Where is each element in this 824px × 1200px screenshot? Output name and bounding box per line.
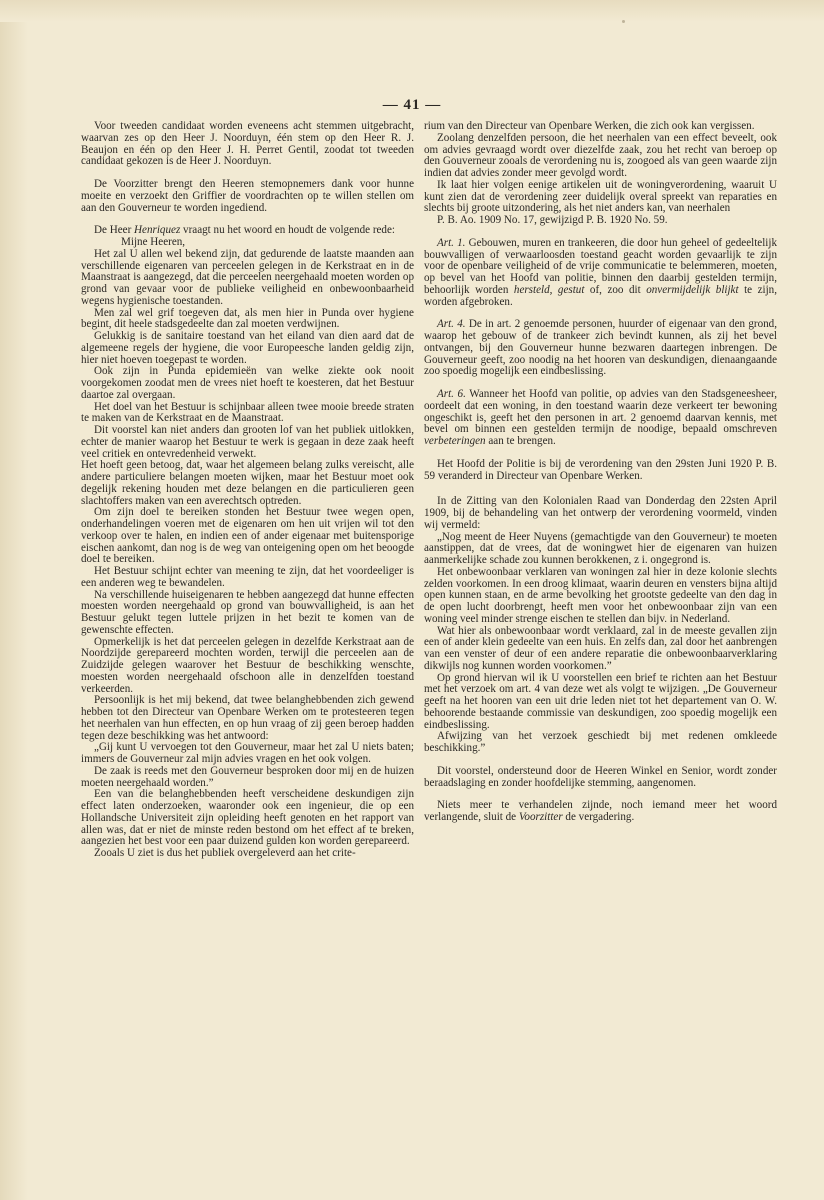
salutation: Mijne Heeren,: [121, 236, 186, 248]
citation: P. B. Ao. 1909 No. 17, gewijzigd P. B. 1920 No. 59.: [437, 214, 668, 226]
quote-paragraph: „Nog meent de Heer Nuyens (gemachtigde van den Gouverneur) te moeten aanstippen, dat de vrees, dat de woningwet hier de eigenaren van huizen aanmerkelijke schade zou kunnen berokkenen, z i. ongegrond is.: [424, 530, 777, 566]
paragraph: Om zijn doel te bereiken stonden het Bestuur twee wegen open, onderhandelingen voeren met de eigenaren om hen uit vrijen wil tot den verkoop over te halen, en indien een of ander eigenaar met buitensporige eischen aankomt, dan nog is de weg van onteigening open om het beoogde doel te bereiken.: [81, 506, 414, 566]
paragraph: Ik laat hier volgen eenige artikelen uit de woningverordening, waaruit U kunt zien dat de verordening zeer duidelijk overal spreekt van reparaties en slechts bij groote uitzondering, als het niet anders kan, van neerhalen: [424, 178, 777, 215]
page-top-shadow: [0, 0, 824, 22]
paragraph: Dit voorstel, ondersteund door de Heeren Winkel en Senior, wordt zonder beraadslaging en zonder hoofdelijke stemming, aangenomen.: [424, 764, 777, 789]
paragraph: Afwijzing van het verzoek geschiedt bij met redenen omkleede beschikking.”: [424, 730, 777, 754]
article-label: Art. 1.: [437, 236, 466, 249]
quote-paragraph: „Gij kunt U vervoegen tot den Gouverneur, maar het zal U niets baten; immers de Gouverneur zal mijn advies vragen en het ook volgen.: [81, 741, 414, 765]
speaker-name: Henriquez: [134, 224, 181, 237]
page-number: — 41 —: [382, 97, 442, 113]
right-column: [424, 121, 777, 824]
paragraph: Gelukkig is de sanitaire toestand van het eiland van dien aard dat de algemeene regels der hygiene, die voor Europeesche landen geldig zijn, hier niet hoeven toegepast te worden.: [81, 330, 414, 366]
article-label: Art. 6.: [437, 388, 466, 400]
chairman-label: Voorzitter: [518, 811, 563, 823]
paragraph: Een van die belanghebbenden heeft verscheidene deskundigen zijn effect laten onderzoeken, waaronder ook een ingenieur, die op een Hollandsche Universiteit zijn opleiding heeft genoten en het rapport van allen was, dat er niet de minste reden bestond om het effect af te breken, aangezien het best voor een paar duizend gulden kon worden gerepareerd.: [81, 788, 414, 848]
paragraph: Men zal wel grif toegeven dat, als men hier in Punda over hygiene begint, dit heele stadsgedeelte dan zal moeten verdwijnen.: [81, 306, 414, 331]
paragraph: Zoolang denzelfden persoon, die het neerhalen van een effect beveelt, ook om advies gevraagd wordt over diezelfde zaak, zou het recht van beroep op den Gouverneur zooals de verordening nu is, zoogoed als van geen waarde zijn indien dat advies zonder meer gevolgd wordt.: [424, 131, 777, 179]
quote-paragraph: Het onbewoonbaar verklaren van woningen zal hier in deze kolonie slechts zelden voorkomen. In een droog klimaat, waarin deuren en vensters bijna altijd open kunnen staan, en de arme bevolking het grootste gedeelte van den dag in de open lucht doorbrengt, heeft men voor het onbewoonbaar zijn van een woning veel minder strenge eischen te stellen dan bijv. in Nederland.: [424, 565, 777, 625]
paragraph: Opmerkelijk is het dat perceelen gelegen in dezelfde Kerkstraat aan de Noordzijde gerepareerd mochten worden, terwijl die perceelen aan de Zuidzijde gelegen waarover het Bestuur de beschikking wenschte, moesten worden neergehaald ofschoon alle in denzelfden toestand verkeerden.: [81, 635, 414, 695]
left-column: [81, 121, 414, 860]
paragraph: Zooals U ziet is dus het publiek overgeleverd aan het crite-: [94, 847, 356, 859]
paragraph: Op grond hiervan wil ik U voorstellen een brief te richten aan het Bestuur met het verzoek om art. 4 van deze wet als volgt te wijzigen. „De Gouverneur geeft na het hooren van een uit drie leden niet tot het departement van O. W. behoorende bestaande commissie van deskundigen, zoo spoedig mogelijk een eindbeslissing.: [424, 671, 777, 731]
paragraph: Ook zijn in Punda epidemieën van welke ziekte ook nooit voorgekomen zoodat men de vrees niet hoeft te koesteren, dat het Bestuur daartoe zal overgaan.: [81, 365, 414, 401]
article-4: Art. 4. De in art. 2 genoemde personen, huurder of eigenaar van den grond, waarop het gebouw of de trankeer zich bevindt kunnen, als zij het bevel ontvangen, bij den Gouverneur hunne bezwaren daartegen inbrengen. De Gouverneur geeft, zoo noodig na het hooren van deskundigen, dienaangaande zoo spoedig mogelijk een eindbeslissing.: [424, 318, 777, 378]
paragraph: Het doel van het Bestuur is schijnbaar alleen twee mooie breede straten te maken van de Kerkstraat en de Maanstraat.: [81, 400, 414, 425]
paper-speck: [622, 20, 625, 23]
article-label: Art. 4.: [437, 318, 466, 331]
paragraph: Het Bestuur schijnt echter van meening te zijn, dat het voordeeliger is een anderen weg te bewandelen.: [81, 565, 414, 589]
paragraph: Persoonlijk is het mij bekend, dat twee belanghebbenden zich gewend hebben tot den Directeur van Openbare Werken om te protesteeren tegen het neerhalen van hun effecten, en op hun vraag of zij geen beroep hadden tegen deze beschikking was het antwoord:: [81, 694, 414, 742]
paragraph: Het Hoofd der Politie is bij de verordening van den 29sten Juni 1920 P. B. 59 veranderd in Directeur van Openbare Werken.: [424, 457, 777, 482]
paragraph: Het hoeft geen betoog, dat, waar het algemeen belang zulks vereischt, alle andere particuliere belangen moeten wijken, maar het Bestuur moet ook degelijk rekening houden met deze belangen en die particulieren geen slachtoffers maken van een averechtsch optreden.: [81, 459, 414, 507]
paragraph: Het zal U allen wel bekend zijn, dat gedurende de laatste maanden aan verschillende eigenaren van perceelen gelegen in de Kerkstraat en in de Maanstraat is aangezegd, dat die perceelen neergehaald moeten worden op grond van gevaar voor de publieke veiligheid en onbewoonbaarheid wegens hygienische toestanden.: [81, 247, 414, 307]
article-6: Art. 6. Wanneer het Hoofd van politie, op advies van den Stadsgeneesheer, oordeelt dat een woning, in den toestand waarin deze verkeert ter bewoning ongeschikt is, geeft het den personen in art. 2 genoemd daarvan kennis, met bevel om binnen een gestelden termijn de noodige, bepaald omschreven verbeteringen aan te brengen.: [424, 388, 777, 447]
paragraph: De Voorzitter brengt den Heeren stemopnemers dank voor hunne moeite en verzoekt den Griffier de voordrachten op te willen stellen om aan den Gouverneur te worden ingediend.: [81, 178, 414, 214]
paragraph: Dit voorstel kan niet anders dan grooten lof van het publiek uitlokken, echter de manier waarop het Bestuur te werk is gegaan in deze zaak heeft veel critiek en ontevredenheid verwekt.: [81, 424, 414, 460]
paragraph: Na verschillende huiseigenaren te hebben aangezegd dat hunne effecten moesten worden neergehaald op grond van bouwvalligheid, is aan het Bestuur gelukt tegen luttele prijzen in het bezit te komen van de gewenschte effecten.: [81, 588, 414, 636]
quote-paragraph: Wat hier als onbewoonbaar wordt verklaard, zal in de meeste gevallen zijn een of ander klein gedeelte van een huis. En zelfs dan, zal door het aanbrengen van een venster of deur of een andere reparatie die onbewoonbaarverklaring dikwijls nog kunnen worden voorkomen.”: [424, 624, 777, 672]
quote-paragraph: De zaak is reeds met den Gouverneur besproken door mij en de huizen moeten neergehaald worden.”: [81, 764, 414, 789]
paragraph: De Heer Henriquez vraagt nu het woord en houdt de volgende rede:: [94, 224, 395, 237]
closing-paragraph: Niets meer te verhandelen zijnde, noch iemand meer het woord verlangende, sluit de Voorzitter de vergadering.: [424, 799, 777, 823]
paragraph: rium van den Directeur van Openbare Werken, die zich ook kan vergissen.: [424, 120, 755, 132]
page-edge-shadow: [0, 0, 28, 1200]
article-1: Art. 1. Gebouwen, muren en trankeeren, die door hun geheel of gedeeltelijk bouwvalligen of verwaarloosden toestand geacht worden gevaarlijk te zijn voor de openbare veiligheid of de vrije communicatie te belemmeren, moeten, op bevel van het Hoofd van politie, binnen den daarbij gestelden termijn, behoorlijk worden hersteld, gestut of, zoo dit onvermijdelijk blijkt te zijn, worden afgebroken.: [424, 236, 778, 308]
paragraph: Voor tweeden candidaat worden eveneens acht stemmen uitgebracht, waarvan zes op den Heer J. Noorduyn, één stem op den Heer R. J. Beaujon en één op den Heer J. H. Perret Gentil, zoodat tot tweeden candidaat gekozen is de Heer J. Noorduyn.: [81, 120, 414, 168]
paragraph: In de Zitting van den Kolonialen Raad van Donderdag den 22sten April 1909, bij de behandeling van het ontwerp der verordening voormeld, vinden wij vermeld:: [424, 495, 777, 531]
